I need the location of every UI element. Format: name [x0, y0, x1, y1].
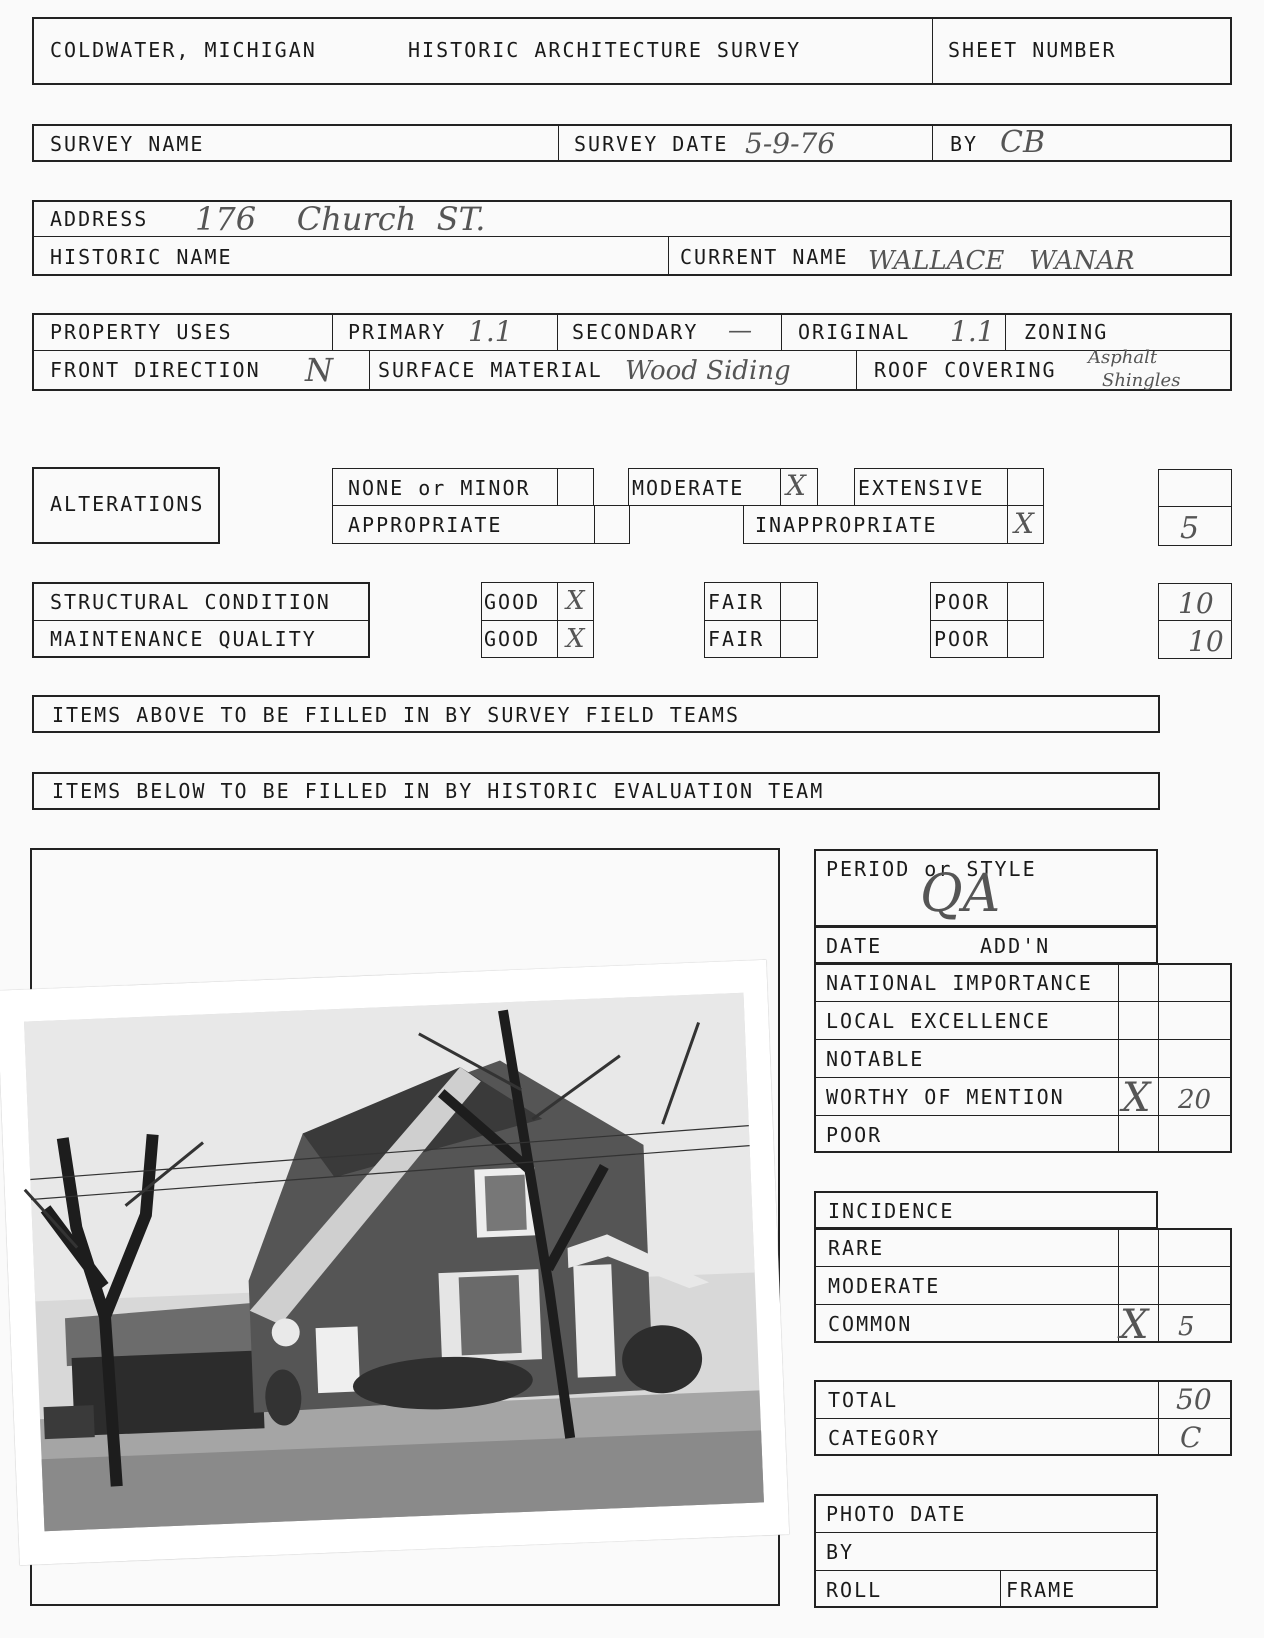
front-direction-value: N: [305, 351, 333, 389]
eval-worthy-mark: X: [1122, 1075, 1151, 1121]
eval-worthy-score: 20: [1178, 1085, 1212, 1115]
original-label: ORIGINAL: [798, 320, 911, 344]
header-city: COLDWATER, MICHIGAN: [50, 38, 317, 62]
eval-score-div: [1158, 963, 1159, 1153]
photo-by-label: BY: [826, 1540, 855, 1564]
inc-mark-div: [1118, 1228, 1119, 1343]
fair-label-2: FAIR: [708, 627, 765, 651]
address-value: 176 Church ST.: [195, 200, 486, 238]
extensive-label: EXTENSIVE: [858, 476, 985, 500]
eval-row-notable: NOTABLE: [826, 1047, 925, 1071]
house-photo: [0, 960, 789, 1565]
property-div-1: [332, 313, 333, 350]
appropriate-check-div: [594, 505, 595, 544]
inc-score-div: [1158, 1228, 1159, 1343]
roof-covering-label: ROOF COVERING: [874, 358, 1057, 382]
eval-row-local: LOCAL EXCELLENCE: [826, 1009, 1051, 1033]
alterations-label: ALTERATIONS: [50, 492, 205, 516]
maintenance-score: 10: [1188, 625, 1224, 658]
good-label-1: GOOD: [484, 590, 541, 614]
address-divider: [668, 236, 669, 276]
inappropriate-mark: X: [1014, 507, 1034, 540]
fair-row-line: [704, 620, 818, 621]
secondary-value: —: [728, 316, 752, 344]
eval-line-3: [814, 1077, 1232, 1078]
structural-good-mark: X: [566, 586, 585, 616]
inc-line-1: [814, 1266, 1232, 1267]
inappropriate-label: INAPPROPRIATE: [755, 513, 938, 537]
survey-divider-1: [558, 124, 559, 162]
addn-label: ADD'N: [980, 934, 1051, 958]
maintenance-good-mark: X: [566, 624, 585, 654]
inc-line-2: [814, 1304, 1232, 1305]
surface-material-label: SURFACE MATERIAL: [378, 358, 603, 382]
sheet-number-label: SHEET NUMBER: [948, 38, 1117, 62]
survey-by-value: CB: [1000, 125, 1045, 160]
eval-mark-div: [1118, 963, 1119, 1153]
address-label: ADDRESS: [50, 207, 149, 231]
primary-label: PRIMARY: [348, 320, 447, 344]
photo-info-line-1: [814, 1532, 1158, 1533]
roof-covering-value-2: Shingles: [1102, 370, 1181, 391]
inappropriate-check-div: [1007, 505, 1008, 544]
roof-covering-value-1: Asphalt: [1088, 347, 1158, 368]
condition-score-line: [1158, 620, 1232, 621]
survey-name-label: SURVEY NAME: [50, 132, 205, 156]
incidence-rare: RARE: [828, 1236, 885, 1260]
alterations-score: 5: [1180, 511, 1200, 546]
incidence-common: COMMON: [828, 1312, 913, 1336]
incidence-moderate: MODERATE: [828, 1274, 941, 1298]
fair-check-div: [780, 582, 781, 658]
moderate-label: MODERATE: [632, 476, 745, 500]
original-value: 1.1: [950, 315, 995, 348]
incidence-label: INCIDENCE: [828, 1199, 955, 1223]
incidence-common-score: 5: [1178, 1312, 1195, 1342]
none-minor-label: NONE or MINOR: [348, 476, 531, 500]
category-value: C: [1180, 1421, 1202, 1454]
roll-label: ROLL: [826, 1578, 883, 1602]
poor-label-1: POOR: [934, 590, 991, 614]
maintenance-quality-label: MAINTENANCE QUALITY: [50, 627, 317, 651]
property-div-3: [781, 313, 782, 350]
extensive-check-div: [1007, 468, 1008, 506]
photo-info-line-2: [814, 1570, 1158, 1571]
period-label: PERIOD or STYLE: [826, 857, 1037, 881]
poor-check-div: [1007, 582, 1008, 658]
photo-date-label: PHOTO DATE: [826, 1502, 967, 1526]
current-name-label: CURRENT NAME: [680, 245, 849, 269]
good-check-div: [557, 582, 558, 658]
total-value: 50: [1176, 1383, 1212, 1416]
historic-name-label: HISTORIC NAME: [50, 245, 233, 269]
eval-row-worthy: WORTHY OF MENTION: [826, 1085, 1065, 1109]
structural-condition-label: STRUCTURAL CONDITION: [50, 590, 331, 614]
total-label: TOTAL: [828, 1388, 899, 1412]
good-row-line: [481, 620, 594, 621]
survey-divider-2: [932, 124, 933, 162]
category-label: CATEGORY: [828, 1426, 941, 1450]
none-minor-check-div: [557, 468, 558, 506]
eval-line-2: [814, 1039, 1232, 1040]
front-direction-label: FRONT DIRECTION: [50, 358, 261, 382]
property-div-5: [369, 350, 370, 391]
current-name-value: WALLACE WANAR: [868, 246, 1135, 276]
survey-date-value: 5-9-76: [745, 127, 836, 160]
fair-label-1: FAIR: [708, 590, 765, 614]
header-divider: [932, 17, 933, 85]
frame-label: FRAME: [1006, 1578, 1077, 1602]
alterations-score-line: [1158, 506, 1232, 507]
poor-label-2: POOR: [934, 627, 991, 651]
moderate-mark: X: [786, 469, 806, 502]
house-photo-image: [0, 960, 789, 1565]
survey-date-label: SURVEY DATE: [574, 132, 729, 156]
note-above: ITEMS ABOVE TO BE FILLED IN BY SURVEY FIELD TEAMS: [52, 703, 741, 727]
appropriate-label: APPROPRIATE: [348, 513, 503, 537]
eval-row-national: NATIONAL IMPORTANCE: [826, 971, 1093, 995]
property-row-line: [32, 350, 1232, 351]
period-value: QA: [920, 864, 1001, 924]
moderate-check-div: [780, 468, 781, 506]
secondary-label: SECONDARY: [572, 320, 699, 344]
property-div-4: [1005, 313, 1006, 350]
total-row-line: [814, 1418, 1232, 1419]
incidence-common-mark: X: [1120, 1302, 1149, 1348]
zoning-label: ZONING: [1024, 320, 1109, 344]
eval-line-1: [814, 1001, 1232, 1002]
property-uses-label: PROPERTY USES: [50, 320, 233, 344]
property-div-6: [856, 350, 857, 391]
poor-row-line: [930, 620, 1044, 621]
surface-material-value: Wood Siding: [625, 356, 791, 386]
note-below: ITEMS BELOW TO BE FILLED IN BY HISTORIC EVALUATION TEAM: [52, 779, 825, 803]
property-div-2: [557, 313, 558, 350]
structural-score: 10: [1178, 587, 1214, 620]
eval-row-poor: POOR: [826, 1123, 883, 1147]
survey-by-label: BY: [950, 132, 979, 156]
condition-row-line: [32, 620, 370, 621]
header-title: HISTORIC ARCHITECTURE SURVEY: [408, 38, 802, 62]
primary-value: 1.1: [468, 315, 513, 348]
eval-line-4: [814, 1115, 1232, 1116]
good-label-2: GOOD: [484, 627, 541, 651]
photo-info-div: [1000, 1570, 1001, 1608]
date-label: DATE: [826, 934, 883, 958]
